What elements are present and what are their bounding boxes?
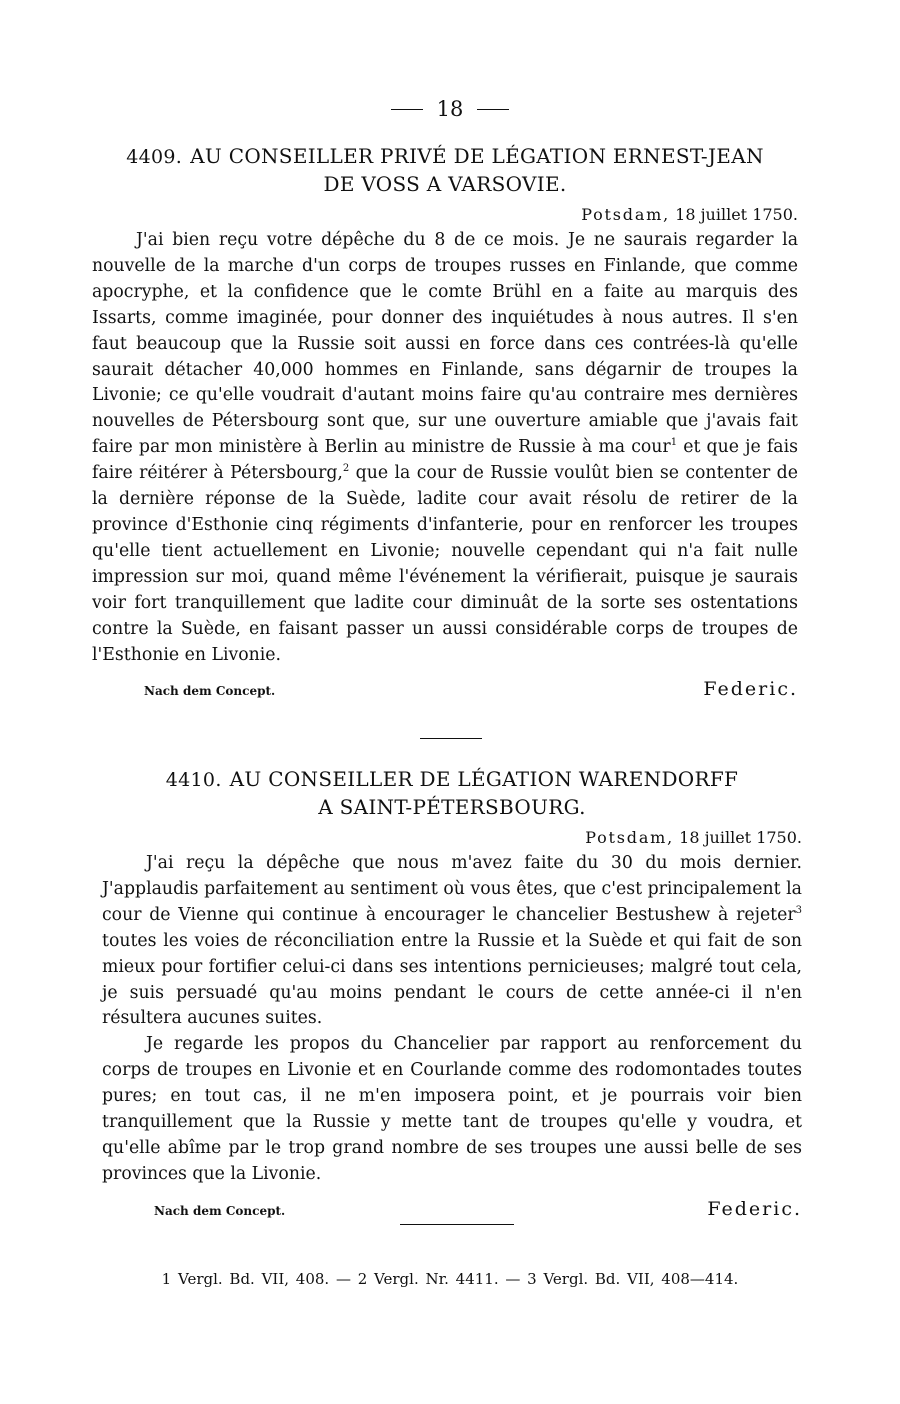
title-line-2: A SAINT-PÉTERSBOURG. bbox=[318, 795, 586, 819]
paragraph-text: J'ai reçu la dépêche que nous m'avez faite du 30 du mois dernier. J'applaudis parfaitement au sentiment où vous êtes, que c'est principalement la cour de Vienne qui continue à encourager le chancelier Bestushew à rejeter bbox=[102, 853, 802, 925]
signoff bbox=[92, 678, 798, 700]
title-line-1: AU CONSEILLER PRIVÉ DE LÉGATION ERNEST-JEAN bbox=[190, 144, 764, 168]
header-dash-right bbox=[477, 109, 509, 110]
dateline-date: 18 juillet 1750. bbox=[675, 205, 798, 224]
dateline-place: Potsdam, bbox=[585, 828, 675, 847]
letter-number: 4410. bbox=[165, 769, 222, 791]
signoff bbox=[102, 1198, 802, 1220]
page-number: 18 bbox=[436, 97, 464, 121]
letter-body bbox=[102, 851, 802, 1188]
paragraph-text: Je regarde les propos du Chancelier par rapport au renforcement du corps de troupes en Livonie et en Courlande comme des rodomontades toutes pures; en tout cas, il ne m'en imposera point, et je pourrais voir bien tranquillement que la Russie y mette tant de troupes qu'elle y voudra, et qu'elle abîme par le trop grand nombre de ses troupes une aussi belle de ses provinces que la Livonie. bbox=[102, 1034, 802, 1184]
letter-number: 4409. bbox=[126, 146, 183, 168]
footnote-ref: 2 bbox=[342, 463, 350, 475]
paragraph-text: et que je fais faire réitérer à Pétersbourg, bbox=[92, 437, 798, 484]
dateline-place: Potsdam, bbox=[581, 205, 671, 224]
page-number-header bbox=[0, 97, 900, 121]
letter-4409 bbox=[92, 143, 798, 700]
paragraph bbox=[102, 1032, 802, 1187]
title-line-1: AU CONSEILLER DE LÉGATION WARENDORFF bbox=[229, 767, 739, 791]
letter-body bbox=[92, 228, 798, 668]
section-divider bbox=[420, 738, 482, 739]
header-dash-left bbox=[391, 109, 423, 110]
paragraph bbox=[102, 851, 802, 1032]
dateline bbox=[92, 204, 798, 226]
source-note: Nach dem Concept. bbox=[144, 684, 276, 699]
dateline-date: 18 juillet 1750. bbox=[679, 828, 802, 847]
footnote-ref: 1 bbox=[670, 437, 678, 449]
footnotes: 1 Vergl. Bd. VII, 408. — 2 Vergl. Nr. 4411. — 3 Vergl. Bd. VII, 408—414. bbox=[161, 1270, 739, 1288]
letter-title bbox=[102, 766, 802, 821]
signature: Federic. bbox=[703, 678, 798, 701]
footnote-ref: 3 bbox=[795, 905, 802, 917]
paragraph-text: que la cour de Russie voulût bien se contenter de la dernière réponse de la Suède, ladite cour avait résolu de retirer de la province d'Esthonie cinq régiments d'infanterie, pour en renforcer les troupes qu'elle tient actuellement en Livonie; nouvelle cependant qui n'a fait nulle impression sur moi, quand même l'événement la vérifierait, puisque je saurais voir fort tranquillement que ladite cour diminuât de la sorte ses ostentations contre la Suède, en faisant passer un aussi considérable corps de troupes de l'Esthonie en Livonie. bbox=[92, 463, 798, 665]
signature: Federic. bbox=[707, 1197, 802, 1220]
paragraph bbox=[92, 228, 798, 668]
source-note: Nach dem Concept. bbox=[154, 1203, 286, 1218]
footnote-divider bbox=[400, 1224, 514, 1225]
paragraph-text: J'ai bien reçu votre dépêche du 8 de ce mois. Je ne saurais regarder la nouvelle de la marche d'un corps de troupes russes en Finlande, que comme apocryphe, et la confidence que le comte Brühl en a faite au marquis des Issarts, comme imaginée, pour donner des inquiétudes à nous autres. Il s'en faut beaucoup que la Russie soit aussi en force dans ces contrées-là qu'elle saurait détacher 40,000 hommes en Finlande, sans dégarnir de troupes la Livonie; ce qu'elle voudrait d'autant moins faire qu'au contraire mes dernières nouvelles de Pétersbourg sont que, sur une ouverture amiable que j'avais fait faire par mon ministère à Berlin au ministre de Russie à ma cour bbox=[92, 230, 798, 458]
title-line-2: DE VOSS A VARSOVIE. bbox=[323, 172, 567, 196]
paragraph-text: toutes les voies de réconciliation entre la Russie et la Suède et qui fait de son mieux pour fortifier celui-ci dans ses intentions pernicieuses; malgré tout cela, je suis persuadé qu'au moins pendant le cours de cette année-ci il n'en résultera aucunes suites. bbox=[102, 930, 802, 1029]
letter-4410 bbox=[102, 766, 802, 1220]
dateline bbox=[102, 827, 802, 849]
letter-title bbox=[92, 143, 798, 198]
